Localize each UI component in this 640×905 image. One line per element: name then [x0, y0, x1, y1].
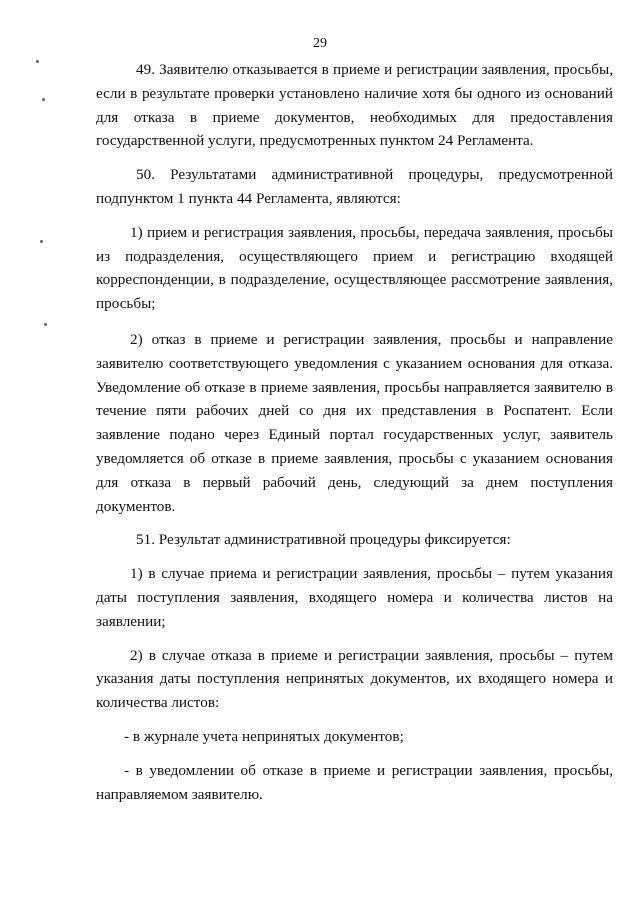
paragraph-49: 49. Заявителю отказывается в приеме и регистрации заявления, просьбы, если в результате проверки установлено наличие хотя бы одного из оснований для отказа в приеме документов, необходимых для предоставления государственной услуги, предусмотренных пунктом 24 Регламента.	[96, 61, 613, 150]
scan-speck	[42, 98, 45, 101]
page-number: 29	[313, 36, 327, 51]
paragraph-51: 51. Результат административной процедуры фиксируется:	[136, 531, 511, 549]
paragraph-50-item-1: 1) прием и регистрация заявления, просьбы, передача заявления, просьбы из подразделения, осуществляющего прием и регистрацию входящей корреспонденции, в подразделение, осуществляющее рассмотрение заявления, просьбы;	[96, 223, 613, 313]
document-body	[96, 58, 613, 806]
paragraph-51-dash-2: - в уведомлении об отказе в приеме и регистрации заявления, просьбы, направляемом заявителю.	[96, 761, 613, 803]
scan-speck	[44, 323, 47, 326]
paragraph-50: 50. Результатами административной процедуры, предусмотренной подпунктом 1 пункта 44 Регламента, являются:	[96, 166, 613, 207]
paragraph-50-item-2: 2) отказ в приеме и регистрации заявления, просьбы и направление заявителю соответствующего уведомления с указанием основания для отказа. Уведомление об отказе в приеме заявления, просьбы направляется заявителю в течение пяти рабочих дней со дня их представления в Роспатент. Если заявление подано через Единый портал государственных услуг, заявитель уведомляется об отказе в приеме заявления, просьбы с указанием основания для отказа в первый рабочий день, следующий за днем поступления документов.	[96, 330, 613, 515]
paragraph-51-dash-1: - в журнале учета непринятых документов;	[124, 727, 404, 745]
scan-speck	[36, 60, 39, 63]
scan-speck	[40, 240, 43, 243]
paragraph-51-item-1: 1) в случае приема и регистрации заявления, просьбы – путем указания даты поступления заявления, входящего номера и количества листов на заявлении;	[96, 565, 613, 630]
paragraph-51-item-2: 2) в случае отказа в приеме и регистрации заявления, просьбы – путем указания даты поступления непринятых документов, их входящего номера и количества листов:	[96, 646, 613, 712]
